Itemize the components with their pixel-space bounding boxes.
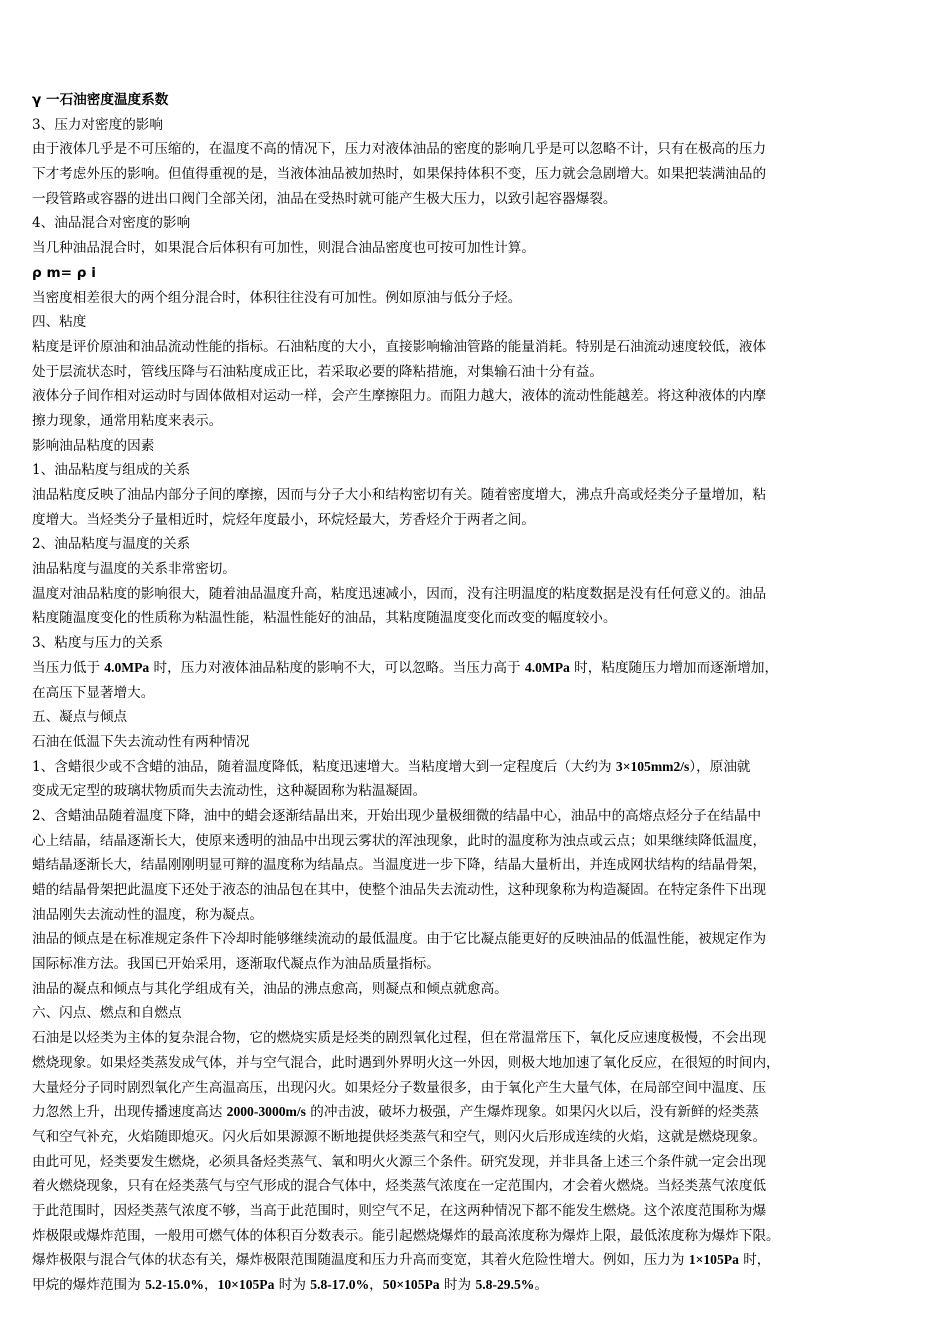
text-run: 2、含蜡油品随着温度下降，油中的蜡会逐渐结晶出来，开始出现少量极细微的结晶中心，油品中的高熔点烃分子在结晶中 bbox=[32, 807, 762, 824]
text-line bbox=[32, 582, 934, 607]
text-line bbox=[32, 1125, 934, 1150]
text-line bbox=[32, 1051, 934, 1076]
text-run: 1、含蜡很少或不含蜡的油品，随着温度降低，粘度迅速增大。当粘度增大到一定程度后（大约为 bbox=[32, 758, 616, 775]
text-run: 下才考虑外压的影响。但值得重视的是，当液体油品被加热时，如果保持体积不变，压力就会急剧增大。如果把装满油品的 bbox=[32, 166, 767, 183]
text-line bbox=[32, 335, 934, 360]
text-line bbox=[32, 631, 934, 656]
text-run: 气和空气补充，火焰随即熄灭。闪火后如果源源不断地提供烃类蒸气和空气，则闪火后形成连续的火焰，这就是燃烧现象。 bbox=[32, 1128, 767, 1145]
text-line bbox=[32, 1100, 934, 1125]
text-run: 油品的凝点和倾点与其化学组成有关，油品的沸点愈高，则凝点和倾点就愈高。 bbox=[32, 980, 508, 997]
text-run: 油品粘度与温度的关系非常密切。 bbox=[32, 561, 236, 578]
text-line bbox=[32, 211, 934, 236]
text-run: 国际标准方法。我国已开始采用，逐渐取代凝点作为油品质量指标。 bbox=[32, 956, 440, 973]
text-run: 燃烧现象。如果烃类蒸发成气体，并与空气混合，此时遇到外界明火这一外因，则极大地加速了氧化反应，在很短的时间内， bbox=[32, 1054, 780, 1071]
document-body bbox=[32, 88, 934, 1298]
text-line bbox=[32, 1174, 934, 1199]
text-run: 度增大。当烃类分子量相近时，烷烃年度最小，环烷烃最大，芳香烃介于两者之间。 bbox=[32, 511, 535, 528]
text-line bbox=[32, 557, 934, 582]
text-line bbox=[32, 508, 934, 533]
text-run: 时，粘度随压力增加而逐渐增加， bbox=[569, 659, 779, 676]
text-line bbox=[32, 1199, 934, 1224]
text-line bbox=[32, 532, 934, 557]
text-line bbox=[32, 286, 934, 311]
text-run: 着火燃烧现象，只有在烃类蒸气与空气形成的混合气体中，烃类蒸气浓度在一定范围内，才会着火燃烧。当烃类蒸气浓度低 bbox=[32, 1178, 767, 1195]
text-run: 时，压力对液体油品粘度的影响不大，可以忽略。当压力高于 bbox=[149, 659, 525, 676]
text-run: 3、粘度与压力的关系 bbox=[32, 635, 163, 652]
bold-value: 5.8-17.0% bbox=[310, 1277, 370, 1292]
text-run: 处于层流状态时，管线压降与石油粘度成正比，若采取必要的降粘措施，对集输石油十分有益。 bbox=[32, 363, 603, 380]
text-line bbox=[32, 952, 934, 977]
text-run: 的冲击波，破坏力极强，产生爆炸现象。如果闪火以后，没有新鲜的烃类蒸 bbox=[305, 1104, 759, 1121]
bold-value: 2000-3000m/s bbox=[226, 1104, 306, 1120]
bold-value: 3×105mm2/s bbox=[615, 758, 690, 774]
text-run: 时为 bbox=[439, 1277, 476, 1293]
text-run: 心上结晶，结晶逐渐长大，使原来透明的油品中出现云雾状的浑浊现象，此时的温度称为浊点或云点；如果继续降低温度， bbox=[32, 832, 767, 849]
text-line bbox=[32, 483, 934, 508]
text-line bbox=[32, 927, 934, 952]
text-run: 由于液体几乎是不可压缩的，在温度不高的情况下，压力对液体油品的密度的影响几乎是可以忽略不计，只有在极高的压力 bbox=[32, 141, 767, 158]
text-run: 油品刚失去流动性的温度，称为凝点。 bbox=[32, 906, 264, 923]
text-line bbox=[32, 903, 934, 928]
text-run: 4、油品混合对密度的影响 bbox=[32, 215, 191, 232]
text-line bbox=[32, 1224, 934, 1249]
text-line bbox=[32, 853, 934, 878]
text-line bbox=[32, 261, 934, 286]
text-run: 影响油品粘度的因素 bbox=[32, 437, 155, 454]
text-line bbox=[32, 137, 934, 162]
text-run: 于此范围时，因烃类蒸气浓度不够，当高于此范围时，则空气不足，在这两种情况下都不能发生燃烧。这个浓度范围称为爆 bbox=[32, 1202, 767, 1219]
text-run: 由此可见，烃类要发生燃烧，必须具备烃类蒸气、氧和明火火源三个条件。研究发现，并非具备上述三个条件就一定会出现 bbox=[32, 1153, 767, 1170]
text-run: 当密度相差很大的两个组分混合时，体积往往没有可加性。例如原油与低分子烃。 bbox=[32, 289, 522, 306]
text-line bbox=[32, 656, 934, 681]
text-run: ， bbox=[369, 1277, 383, 1293]
text-run: 。 bbox=[534, 1277, 548, 1293]
text-line bbox=[32, 113, 934, 138]
text-line bbox=[32, 236, 934, 261]
text-line bbox=[32, 829, 934, 854]
text-run: 时为 bbox=[274, 1277, 311, 1293]
text-line bbox=[32, 1248, 934, 1273]
bold-value: 5.8-29.5% bbox=[475, 1277, 535, 1292]
text-run: 粘度随温度变化的性质称为粘温性能，粘温性能好的油品，其粘度随温度变化而改变的幅度较小。 bbox=[32, 610, 617, 627]
text-run: 一段管路或容器的进出口阀门全部关闭，油品在受热时就可能产生极大压力，以致引起容器爆裂。 bbox=[32, 190, 617, 207]
text-line bbox=[32, 310, 934, 335]
bold-value: 10×105Pa bbox=[217, 1277, 275, 1292]
text-run: 六、闪点、燃点和自燃点 bbox=[32, 1005, 182, 1022]
text-run: 油品粘度反映了油品内部分子间的摩擦，因而与分子大小和结构密切有关。随着密度增大，沸点升高或烃类分子量增加，粘 bbox=[32, 487, 767, 503]
bold-value: 5.2-15.0% bbox=[145, 1277, 204, 1292]
text-line bbox=[32, 434, 934, 459]
text-run: 变成无定型的玻璃状物质而失去流动性，这种凝固称为粘温凝固。 bbox=[32, 783, 427, 800]
text-run: 爆炸极限与混合气体的状态有关，爆炸极限范围随温度和压力升高而变宽，其着火危险性增大。例如，压力为 bbox=[32, 1252, 689, 1269]
text-line bbox=[32, 681, 934, 706]
text-line bbox=[32, 804, 934, 829]
text-run: 液体分子间作相对运动时与固体做相对运动一样，会产生摩擦阻力。而阻力越大，液体的流动性能越差。将这种液体的内摩 bbox=[32, 388, 767, 405]
text-run: 四、粘度 bbox=[32, 314, 87, 331]
text-run: 油品的倾点是在标准规定条件下冷却时能够继续流动的最低温度。由于它比凝点能更好的反映油品的低温性能，被规定作为 bbox=[32, 931, 767, 948]
text-run: 粘度是评价原油和油品流动性能的指标。石油粘度的大小，直接影响输油管路的能量消耗。特别是石油流动速度较低，液体 bbox=[32, 338, 767, 355]
bold-value: 4.0MPa bbox=[524, 659, 570, 675]
text-run: ρ m= ρ i bbox=[32, 264, 96, 281]
text-line bbox=[32, 162, 934, 187]
text-line bbox=[32, 384, 934, 409]
text-run: 3、压力对密度的影响 bbox=[32, 116, 163, 133]
text-line bbox=[32, 187, 934, 212]
text-line bbox=[32, 1150, 934, 1175]
text-run: 当压力低于 bbox=[32, 659, 105, 676]
text-line bbox=[32, 1273, 934, 1298]
text-run: 蜡结晶逐渐长大，结晶刚刚明显可辩的温度称为结晶点。当温度进一步下降，结晶大量析出，并连成网状结构的结晶骨架， bbox=[32, 857, 767, 874]
text-line bbox=[32, 1001, 934, 1026]
text-run: 温度对油品粘度的影响很大，随着油品温度升高，粘度迅速减小，因而，没有注明温度的粘度数据是没有任何意义的。油品 bbox=[32, 585, 767, 602]
text-run: 2、油品粘度与温度的关系 bbox=[32, 536, 191, 553]
text-run: 时， bbox=[738, 1252, 771, 1269]
text-line bbox=[32, 88, 934, 113]
text-run: 大量烃分子同时剧烈氧化产生高温高压，出现闪火。如果烃分子数量很多，由于氧化产生大量气体，在局部空间中温度、压 bbox=[32, 1079, 767, 1096]
text-line bbox=[32, 1076, 934, 1101]
text-run: ， bbox=[203, 1277, 218, 1293]
text-line bbox=[32, 705, 934, 730]
text-line bbox=[32, 977, 934, 1002]
text-run: 石油在低温下失去流动性有两种情况 bbox=[32, 733, 250, 750]
text-run: 擦力现象，通常用粘度来表示。 bbox=[32, 412, 223, 429]
text-run: 当几种油品混合时，如果混合后体积有可加性，则混合油品密度也可按可加性计算。 bbox=[32, 240, 535, 257]
text-run: ），原油就 bbox=[689, 758, 751, 775]
text-line bbox=[32, 730, 934, 755]
text-run: γ 一石油密度温度系数 bbox=[32, 92, 169, 108]
text-line bbox=[32, 606, 934, 631]
text-line bbox=[32, 1026, 934, 1051]
text-run: 蜡的结晶骨架把此温度下还处于液态的油品包在其中，使整个油品失去流动性，这种现象称为构造凝固。在特定条件下出现 bbox=[32, 882, 767, 898]
text-run: 炸极限或爆炸范围，一般用可燃气体的体积百分数表示。能引起燃烧爆炸的最高浓度称为爆炸上限，最低浓度称为爆炸下限。 bbox=[32, 1227, 780, 1244]
text-line bbox=[32, 458, 934, 483]
bold-value: 50×105Pa bbox=[382, 1277, 440, 1292]
text-run: 甲烷的爆炸范围为 bbox=[32, 1277, 146, 1293]
text-run: 力忽然上升，出现传播速度高达 bbox=[32, 1104, 227, 1121]
text-run: 1、油品粘度与组成的关系 bbox=[32, 462, 191, 479]
text-line bbox=[32, 755, 934, 780]
text-run: 五、凝点与倾点 bbox=[32, 709, 128, 726]
text-run: 石油是以烃类为主体的复杂混合物，它的燃烧实质是烃类的剧烈氧化过程，但在常温常压下，氧化反应速度极慢，不会出现 bbox=[32, 1030, 767, 1047]
text-line bbox=[32, 779, 934, 804]
text-line bbox=[32, 409, 934, 434]
bold-value: 4.0MPa bbox=[104, 659, 150, 675]
text-line bbox=[32, 360, 934, 385]
text-run: 在高压下显著增大。 bbox=[32, 684, 155, 701]
bold-value: 1×105Pa bbox=[688, 1252, 739, 1268]
text-line bbox=[32, 878, 934, 903]
